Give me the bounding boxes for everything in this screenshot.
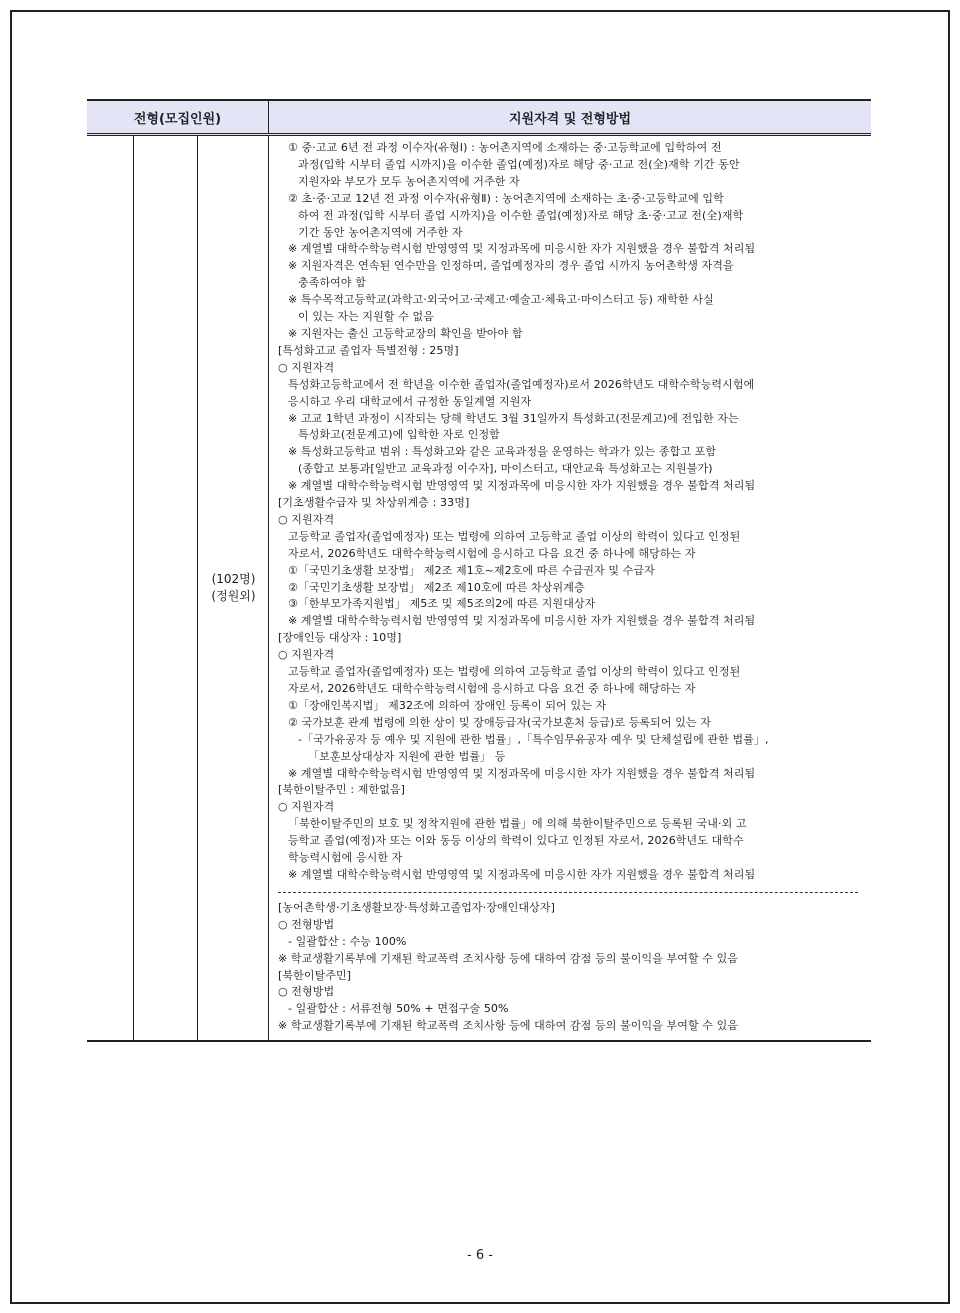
text-line: [장애인등 대상자 : 10명] [278,631,402,645]
quota-type: (정원외) [211,589,256,603]
text-line: 「보훈보상대상자 지원에 관한 법률」 등 [308,749,506,763]
page-number: - 6 - [467,1248,493,1263]
quota-cell [198,571,269,605]
text-line: ① 중·고교 6년 전 과정 이수자(유형Ⅰ) : 농어촌지역에 소재하는 중·고등학교에 입학하여 전 [288,141,722,154]
text-line: ③「한부모가족지원법」 제5조 및 제5조의2에 따른 지원대상자 [288,597,596,611]
text-line: ※ 계열별 대학수학능력시험 반영영역 및 지정과목에 미응시한 자가 지원했을 경우 불합격 처리됨 [288,479,756,493]
text-line: 고등학교 졸업자(졸업예정자) 또는 법령에 의하여 고등학교 졸업 이상의 학력이 있다고 인정된 [288,529,741,543]
header-qualification: 지원자격 및 전형방법 [508,111,632,127]
text-line: ②「국민기초생활 보장법」 제2조 제10호에 따른 차상위계층 [288,580,585,594]
text-line: 자로서, 2026학년도 대학수학능력시험에 응시하고 다음 요건 중 하나에 해당하는 자 [288,546,696,560]
text-line: ※ 계열별 대학수학능력시험 반영영역 및 지정과목에 미응시한 자가 지원했을 경우 불합격 처리됨 [288,867,756,881]
qualification-content [278,140,868,1035]
text-line: ※ 지원자는 출신 고등학교장의 확인을 받아야 함 [288,326,523,340]
category-column [87,136,134,1042]
text-line: ○ 전형방법 [278,985,335,999]
text-line: 지원자와 부모가 모두 농어촌지역에 거주한 자 [298,174,520,188]
text-line: 「북한이탈주민의 보호 및 정착지원에 관한 법률」에 의해 북한이탈주민으로 등록된 국내·외 고 [288,817,747,831]
text-line: 특성화고(전문계고)에 입학한 자로 인정함 [298,428,500,442]
text-line: 기간 동안 농어촌지역에 거주한 자 [298,225,463,239]
quota-column [198,136,269,1042]
text-line: - 일괄합산 : 수능 100% [288,934,407,948]
text-line: 자로서, 2026학년도 대학수학능력시험에 응시하고 다음 요건 중 하나에 해당하는 자 [288,682,696,695]
text-line: 이 있는 자는 지원할 수 없음 [298,310,434,324]
text-line: ○ 지원자격 [278,360,335,374]
subcategory-column [134,136,198,1042]
text-line: ○ 지원자격 [278,648,335,662]
header-category: 전형(모집인원) [87,101,269,133]
qualification-lines [278,140,868,884]
text-line: ※ 학교생활기록부에 기재된 학교폭력 조치사항 등에 대하여 감점 등의 불이익을 부여할 수 있음 [278,951,739,965]
table-header [87,99,871,136]
text-line: ○ 지원자격 [278,512,335,526]
text-line: 충족하여야 함 [298,276,366,290]
text-line: 과정(입학 시부터 졸업 시까지)을 이수한 졸업(예정)자로 해당 중·고교 전(全)재학 기간 동안 [298,157,740,171]
text-line: [기초생활수급자 및 차상위계층 : 33명] [278,496,470,510]
table-body [87,136,871,1042]
text-line: ② 국가보훈 관계 법령에 의한 상이 및 장애등급자(국가보훈처 등급)로 등록되어 있는 자 [288,715,711,729]
text-line: 응시하고 우리 대학교에서 규정한 동일계열 지원자 [288,394,532,408]
text-line: 하여 전 과정(입학 시부터 졸업 시까지)을 이수한 졸업(예정)자로 해당 초·중·고교 전(全)재학 [298,208,744,222]
method-lines [278,900,868,1035]
text-line: 특성화고등학교에서 전 학년을 이수한 졸업자(졸업예정자)로서 2026학년도 대학수학능력시험에 [288,377,755,391]
text-line: -「국가유공자 등 예우 및 지원에 관한 법률」,「특수임무유공자 예우 및 단체설립에 관한 법률」, [298,732,769,746]
text-line: ①「국민기초생활 보장법」 제2조 제1호~제2호에 따른 수급권자 및 수급자 [288,563,655,577]
text-line: ※ 지원자격은 연속된 연수만을 인정하며, 졸업예정자의 경우 졸업 시까지 농어촌학생 자격을 [288,259,734,273]
text-line: 학능력시험에 응시한 자 [288,851,403,865]
text-line: ② 초·중·고교 12년 전 과정 이수자(유형Ⅱ) : 농어촌지역에 소재하는 초·중·고등학교에 입학 [288,191,724,205]
dashed-divider [278,892,858,893]
text-line: ※ 계열별 대학수학능력시험 반영영역 및 지정과목에 미응시한 자가 지원했을 경우 불합격 처리됨 [288,766,756,780]
text-line: ※ 고교 1학년 과정이 시작되는 당해 학년도 3월 31일까지 특성화고(전문계고)에 전입한 자는 [288,411,739,425]
text-line: ※ 계열별 대학수학능력시험 반영영역 및 지정과목에 미응시한 자가 지원했을 경우 불합격 처리됨 [288,614,756,628]
text-line: ※ 학교생활기록부에 기재된 학교폭력 조치사항 등에 대하여 감점 등의 불이익을 부여할 수 있음 [278,1019,739,1033]
text-line: 고등학교 졸업자(졸업예정자) 또는 법령에 의하여 고등학교 졸업 이상의 학력이 있다고 인정된 [288,665,741,679]
text-line: ※ 특성화고등학교 범위 : 특성화고와 같은 교육과정을 운영하는 학과가 있는 종합고 포함 [288,445,717,459]
text-line: ○ 지원자격 [278,800,335,814]
text-line: - 일괄합산 : 서류전형 50% + 면접구술 50% [288,1002,509,1016]
text-line: 등학교 졸업(예정)자 또는 이와 동등 이상의 학력이 있다고 인정된 자로서, 2026학년도 대학수 [288,834,744,848]
text-line: [농어촌학생·기초생활보장·특성화고졸업자·장애인대상자] [278,900,555,914]
text-line: [특성화고교 졸업자 특별전형 : 25명] [278,343,459,357]
text-line: (종합고 보통과[일반고 교육과정 이수자], 마이스터고, 대안교육 특성화고는 지원불가) [298,462,713,476]
text-line: [북한이탈주민] [278,968,352,982]
text-line: ※ 계열별 대학수학능력시험 반영영역 및 지정과목에 미응시한 자가 지원했을 경우 불합격 처리됨 [288,242,756,256]
text-line: ①「장애인복지법」 제32조에 의하여 장애인 등록이 되어 있는 자 [288,698,607,712]
text-line: ○ 전형방법 [278,917,335,931]
quota-count: (102명) [211,572,256,586]
text-line: ※ 특수목적고등학교(과학고·외국어고·국제고·예술고·체육고·마이스터고 등) 재학한 사실 [288,293,714,307]
text-line: [북한이탈주민 : 제한없음] [278,783,406,797]
